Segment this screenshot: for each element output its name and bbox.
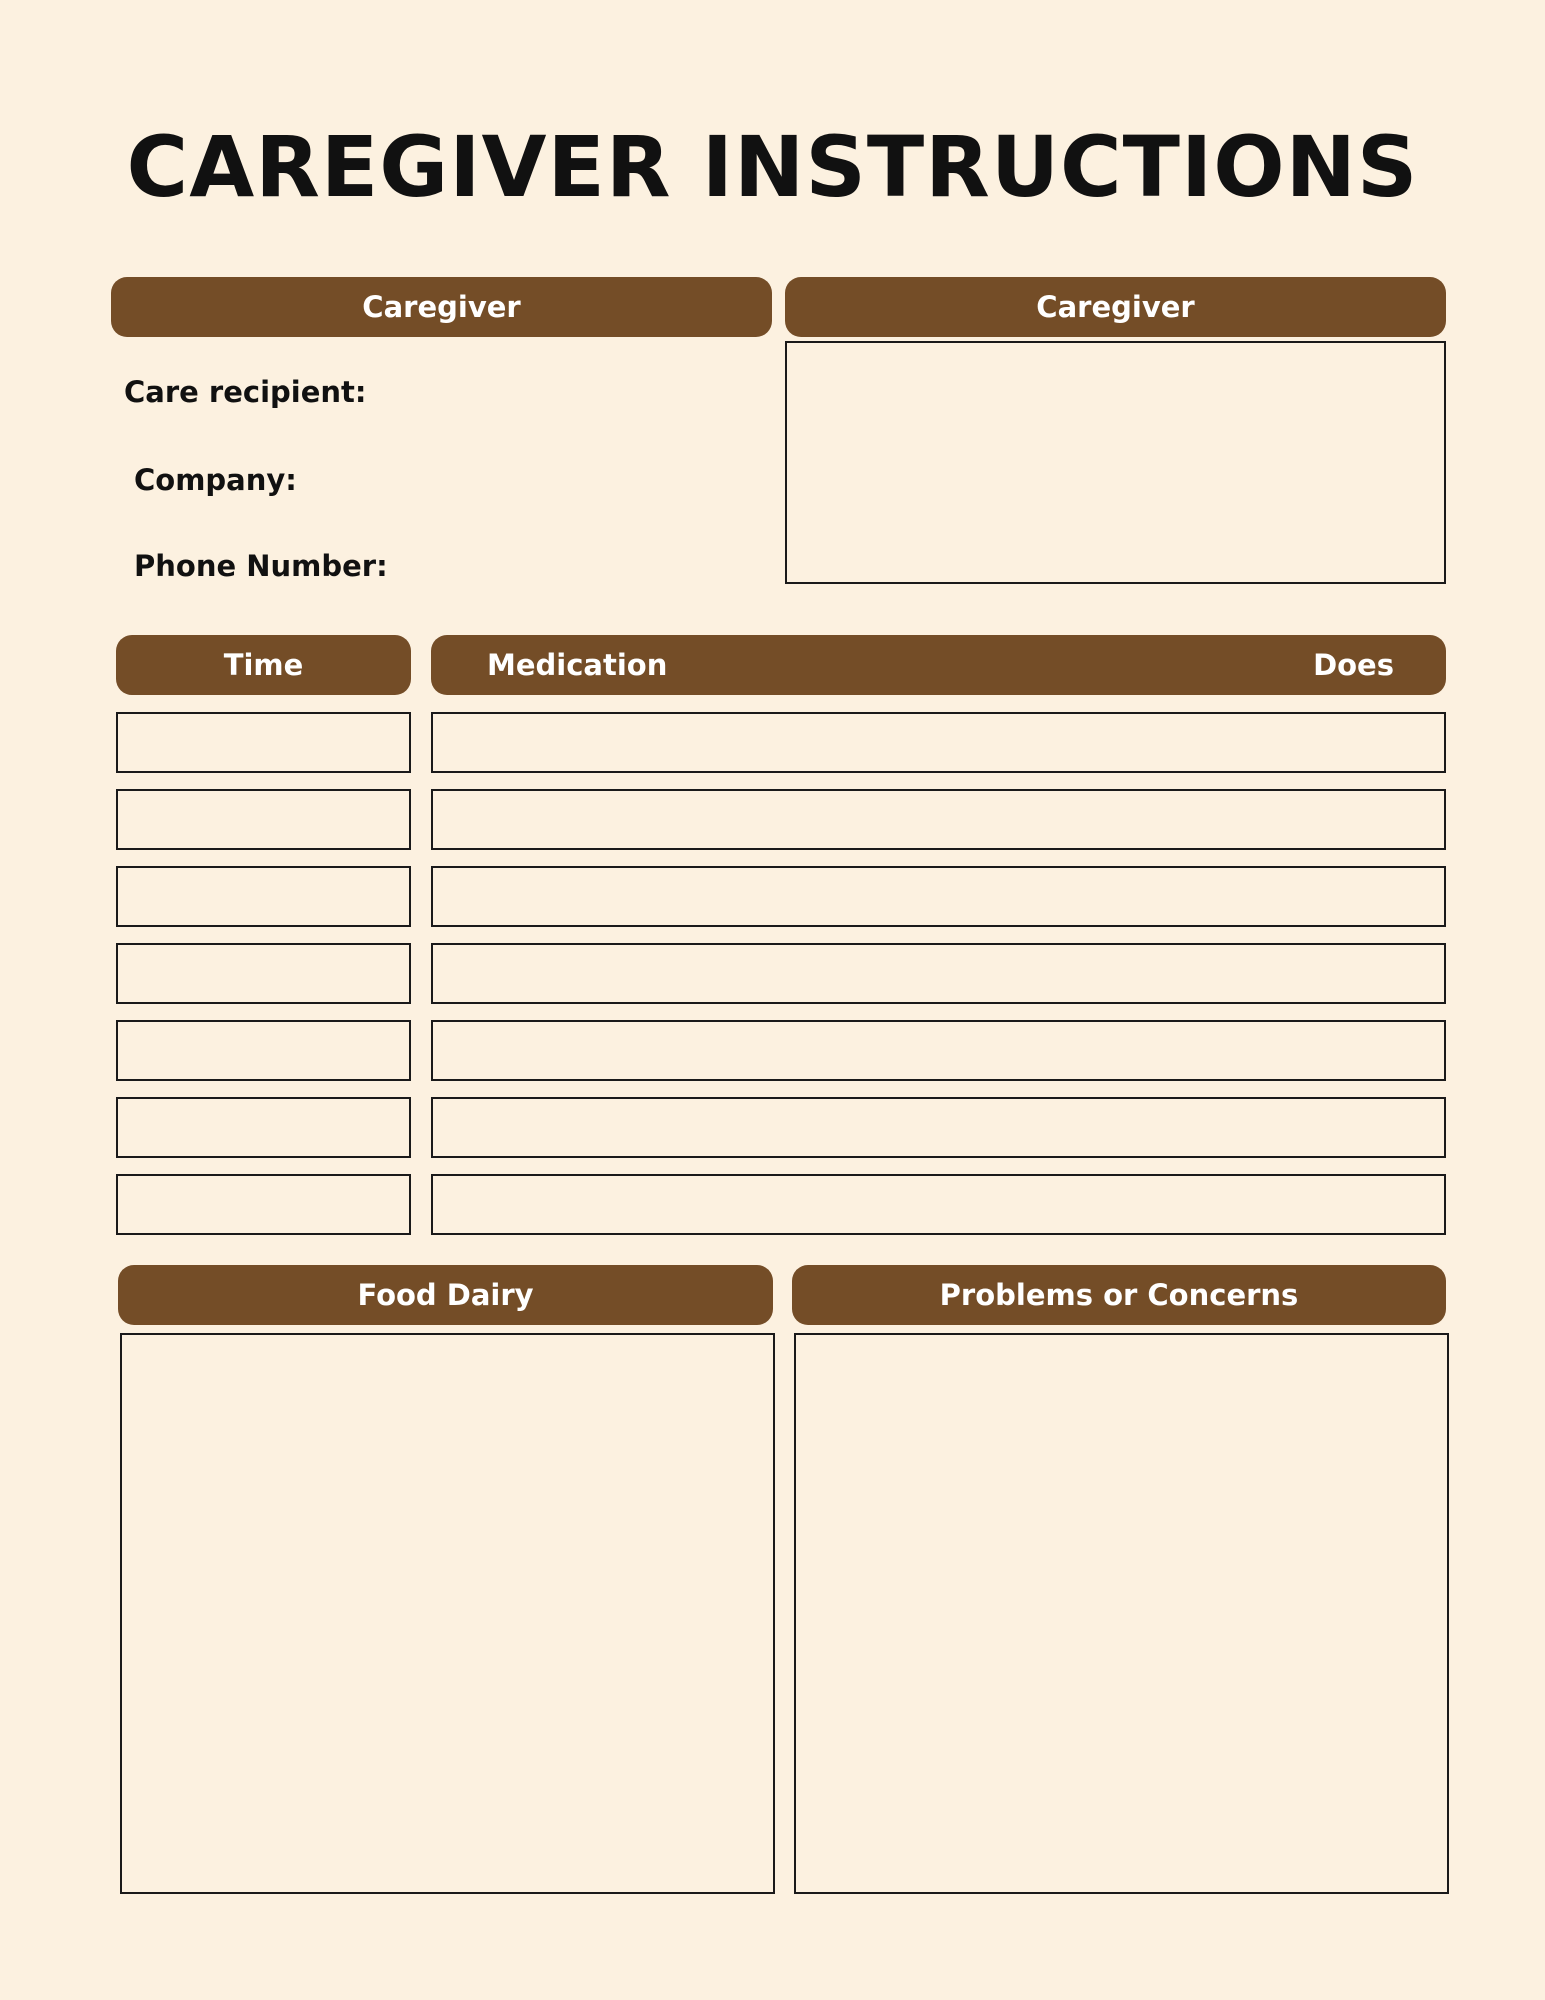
page-title: CAREGIVER INSTRUCTIONS — [126, 118, 1419, 216]
time-cell[interactable] — [116, 1097, 411, 1158]
time-cell[interactable] — [116, 789, 411, 850]
medication-cell[interactable] — [431, 1174, 1446, 1235]
food-diary-header — [118, 1265, 773, 1325]
problems-box[interactable] — [794, 1333, 1449, 1894]
food-diary-box[interactable] — [120, 1333, 775, 1894]
time-cell[interactable] — [116, 1174, 411, 1235]
caregiver-notes-header-label: Caregiver — [1036, 290, 1195, 324]
medication-cell[interactable] — [431, 712, 1446, 773]
time-cell[interactable] — [116, 1020, 411, 1081]
medication-cell[interactable] — [431, 1020, 1446, 1081]
caregiver-info-header-label: Caregiver — [362, 290, 521, 324]
dose-header-label: Does — [1313, 648, 1394, 682]
caregiver-info-header — [111, 277, 772, 337]
medication-cell[interactable] — [431, 866, 1446, 927]
time-cell[interactable] — [116, 943, 411, 1004]
time-cell[interactable] — [116, 712, 411, 773]
phone-number-label: Phone Number: — [134, 549, 388, 583]
medication-cell[interactable] — [431, 789, 1446, 850]
caregiver-notes-header — [785, 277, 1446, 337]
time-cell[interactable] — [116, 866, 411, 927]
caregiver-notes-box[interactable] — [785, 341, 1446, 584]
care-recipient-label: Care recipient: — [124, 375, 367, 409]
problems-header-label: Problems or Concerns — [939, 1278, 1299, 1312]
problems-header — [792, 1265, 1446, 1325]
medication-cell[interactable] — [431, 1097, 1446, 1158]
medication-cell[interactable] — [431, 943, 1446, 1004]
medication-header-label: Medication — [487, 648, 668, 682]
food-diary-header-label: Food Dairy — [357, 1278, 534, 1312]
time-header-label: Time — [223, 648, 304, 682]
time-header — [116, 635, 411, 695]
company-label: Company: — [134, 463, 297, 497]
medication-header — [431, 635, 1446, 695]
